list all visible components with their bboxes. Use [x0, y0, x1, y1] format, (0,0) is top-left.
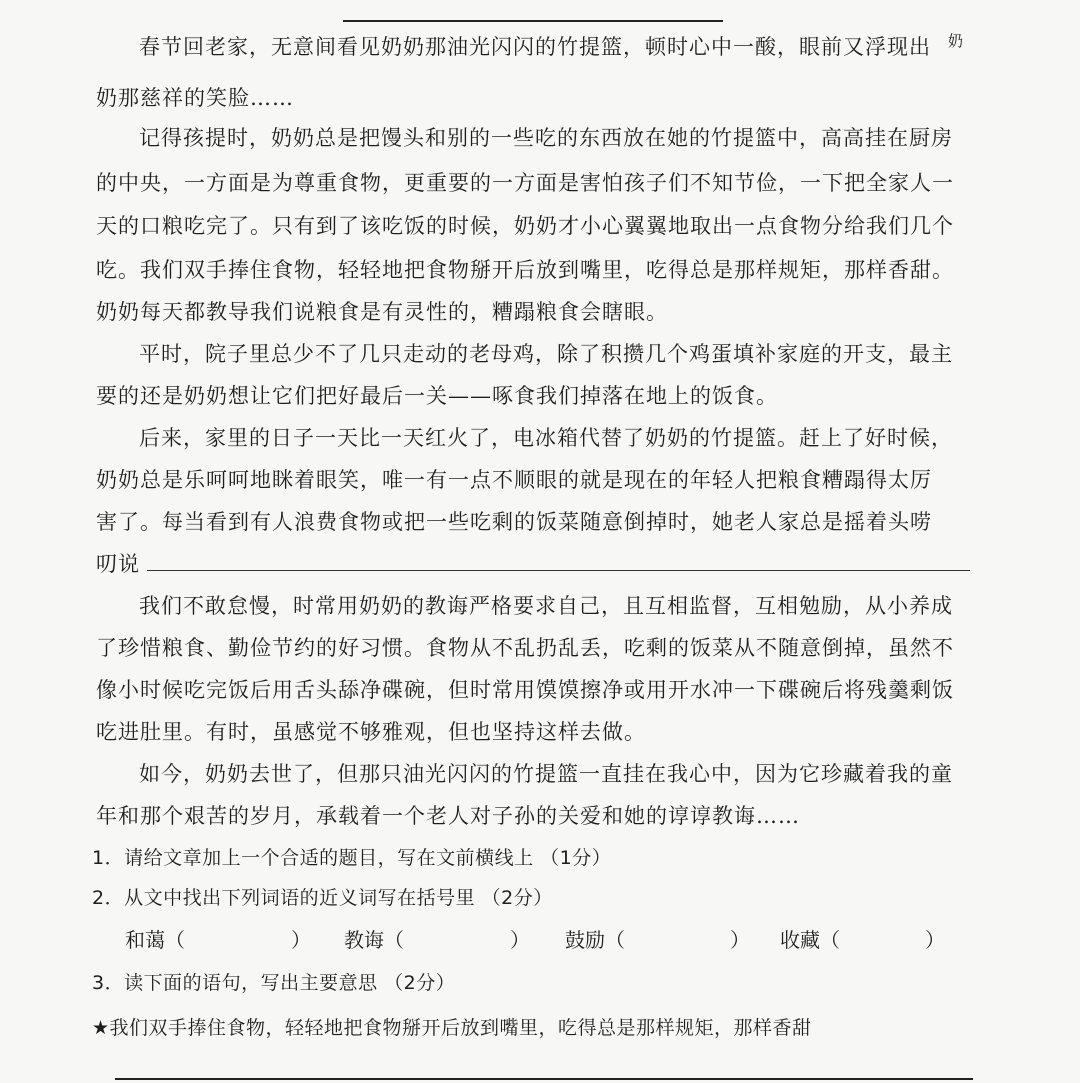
paragraph-3-line-1: 平时，院子里总少不了几只走动的老母鸡，除了积攒几个鸡蛋填补家庭的开支，最主: [139, 342, 953, 366]
word-heai-open: 和蔼（: [125, 928, 185, 952]
paragraph-6-line-2: 年和那个艰苦的岁月，承载着一个老人对子孙的关爱和她的谆谆教诲……: [96, 804, 800, 828]
paragraph-1-line-2: 奶那慈祥的笑脸……: [96, 86, 294, 110]
paragraph-4-line-2: 奶奶总是乐呵呵地眯着眼笑，唯一有一点不顺眼的就是现在的年轻人把粮食糟蹋得太厉: [96, 468, 932, 492]
paragraph-5-line-3: 像小时候吃完饭后用舌头舔净碟碗，但时常用馍馍擦净或用开水冲一下碟碗后将残羹剩饭: [96, 678, 954, 702]
paragraph-4-line-1: 后来，家里的日子一天比一天红火了，电冰箱代替了奶奶的竹提篮。赶上了好时候，: [139, 426, 953, 450]
word-heai-close: ）: [291, 928, 311, 952]
paragraph-2-line-4: 吃。我们双手捧住食物，轻轻地把食物掰开后放到嘴里，吃得总是那样规矩，那样香甜。: [96, 258, 954, 282]
word-jiaohui-open: 教诲（: [344, 928, 404, 952]
paragraph-4-line-4: 叨说: [96, 552, 140, 576]
paragraph-2-line-5: 奶奶每天都教导我们说粮食是有灵性的，糟蹋粮食会瞎眼。: [96, 300, 668, 324]
paragraph-6-line-1: 如今，奶奶去世了，但那只油光闪闪的竹提篮一直挂在我心中，因为它珍藏着我的童: [139, 762, 953, 786]
question-3-sentence: ★我们双手捧住食物，轻轻地把食物掰开后放到嘴里，吃得总是那样规矩，那样香甜: [92, 1017, 812, 1039]
paragraph-5-line-4: 吃进肚里。有时，虽感觉不够雅观，但也坚持这样去做。: [96, 720, 646, 744]
paragraph-1-line-1-end: 奶: [948, 32, 964, 50]
word-jiaohui-close: ）: [510, 928, 530, 952]
question-1: 1．请给文章加上一个合适的题目，写在文前横线上 （1分）: [92, 847, 612, 869]
paragraph-2-line-3: 天的口粮吃完了。只有到了该吃饭的时候，奶奶才小心翼翼地取出一点食物分给我们几个: [96, 214, 954, 238]
word-guli-open: 鼓励（: [565, 928, 625, 952]
word-guli-close: ）: [730, 928, 750, 952]
paragraph-4-line-3: 害了。每当看到有人浪费食物或把一些吃剩的饭菜随意倒掉时，她老人家总是摇着头唠: [96, 510, 932, 534]
paragraph-5-line-2: 了珍惜粮食、勤俭节约的好习惯。食物从不乱扔乱丢，吃剩的饭菜从不随意倒掉，虽然不: [96, 636, 954, 660]
paragraph-1-line-1: 春节回老家，无意间看见奶奶那油光闪闪的竹提篮，顿时心中一酸，眼前又浮现出: [139, 35, 931, 59]
synonym-word-row: [0, 925, 1080, 955]
title-blank-line: [343, 20, 723, 22]
answer-blank-line: [147, 570, 970, 571]
question-3: 3．读下面的语句，写出主要意思 （2分）: [92, 972, 456, 994]
paragraph-2-line-1: 记得孩提时，奶奶总是把馒头和别的一些吃的东西放在她的竹提篮中，高高挂在厨房: [139, 126, 953, 150]
paragraph-2-line-2: 的中央，一方面是为尊重食物，更重要的一方面是害怕孩子们不知节俭，一下把全家人一: [96, 171, 954, 195]
paragraph-3-line-2: 要的还是奶奶想让它们把好最后一关——啄食我们掉落在地上的饭食。: [96, 384, 778, 408]
answer-line-bottom: [115, 1078, 973, 1080]
question-2: 2．从文中找出下列词语的近义词写在括号里 （2分）: [92, 887, 553, 909]
word-shoucang-open: 收藏（: [780, 928, 840, 952]
word-shoucang-close: ）: [925, 928, 945, 952]
paragraph-5-line-1: 我们不敢怠慢，时常用奶奶的教诲严格要求自己，且互相监督，互相勉励，从小养成: [139, 594, 953, 618]
